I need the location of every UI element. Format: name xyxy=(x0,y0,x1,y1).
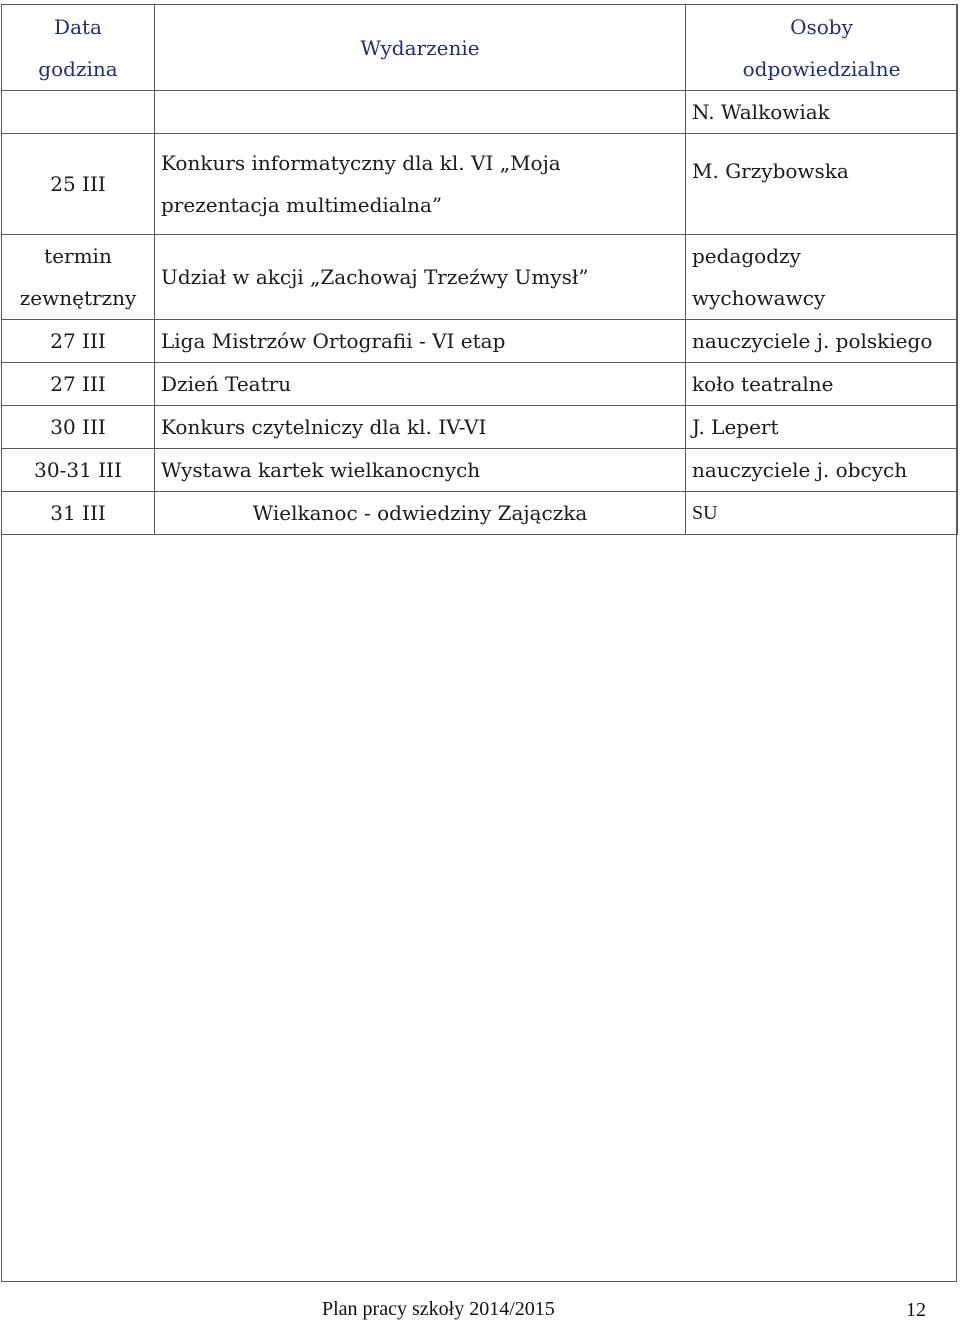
event-line: prezentacja multimedialna” xyxy=(161,193,443,217)
table-row xyxy=(2,492,958,535)
people-cell: J. Lepert xyxy=(686,406,958,449)
header-people-line2: odpowiedzialne xyxy=(742,56,901,81)
header-date xyxy=(2,5,155,91)
people-line: wychowawcy xyxy=(692,286,826,310)
event-cell xyxy=(155,134,686,235)
table-header-row xyxy=(2,5,958,91)
table-row xyxy=(2,91,958,134)
event-cell: Wystawa kartek wielkanocnych xyxy=(155,449,686,492)
footer-title: Plan pracy szkoły 2014/2015 xyxy=(322,1298,555,1320)
table-row xyxy=(2,406,958,449)
people-cell xyxy=(686,235,958,320)
people-cell: nauczyciele j. polskiego xyxy=(686,320,958,363)
date-cell: 25 III xyxy=(2,134,155,235)
people-cell: N. Walkowiak xyxy=(686,91,958,134)
people-line: pedagodzy xyxy=(692,244,801,268)
date-cell: 27 III xyxy=(2,320,155,363)
header-date-line2: godzina xyxy=(38,56,118,81)
page-number: 12 xyxy=(906,1299,926,1321)
event-line: Konkurs informatyczny dla kl. VI „Moja xyxy=(161,151,561,175)
date-cell: 27 III xyxy=(2,363,155,406)
date-cell: 30-31 III xyxy=(2,449,155,492)
people-cell: koło teatralne xyxy=(686,363,958,406)
event-cell: Udział w akcji „Zachowaj Trzeźwy Umysł” xyxy=(155,235,686,320)
date-line: termin xyxy=(44,244,112,268)
date-cell xyxy=(2,235,155,320)
date-cell: 31 III xyxy=(2,492,155,535)
header-people-line1: Osoby xyxy=(790,14,853,39)
page-footer xyxy=(0,1298,960,1326)
table-row xyxy=(2,320,958,363)
people-cell: M. Grzybowska xyxy=(686,134,958,235)
event-cell: Liga Mistrzów Ortografii - VI etap xyxy=(155,320,686,363)
people-cell: nauczyciele j. obcych xyxy=(686,449,958,492)
date-cell xyxy=(2,91,155,134)
event-cell xyxy=(155,91,686,134)
table-row xyxy=(2,449,958,492)
header-event xyxy=(155,5,686,91)
event-cell: Dzień Teatru xyxy=(155,363,686,406)
people-cell: SU xyxy=(686,492,958,535)
date-line: zewnętrzny xyxy=(19,286,137,310)
date-cell: 30 III xyxy=(2,406,155,449)
event-cell: Wielkanoc - odwiedziny Zajączka xyxy=(155,492,686,535)
table-row xyxy=(2,363,958,406)
header-date-line1: Data xyxy=(54,14,102,39)
event-cell: Konkurs czytelniczy dla kl. IV-VI xyxy=(155,406,686,449)
header-event-label: Wydarzenie xyxy=(360,35,480,60)
header-people xyxy=(686,5,958,91)
table-row xyxy=(2,134,958,235)
table-row xyxy=(2,235,958,320)
schedule-table xyxy=(1,4,958,535)
